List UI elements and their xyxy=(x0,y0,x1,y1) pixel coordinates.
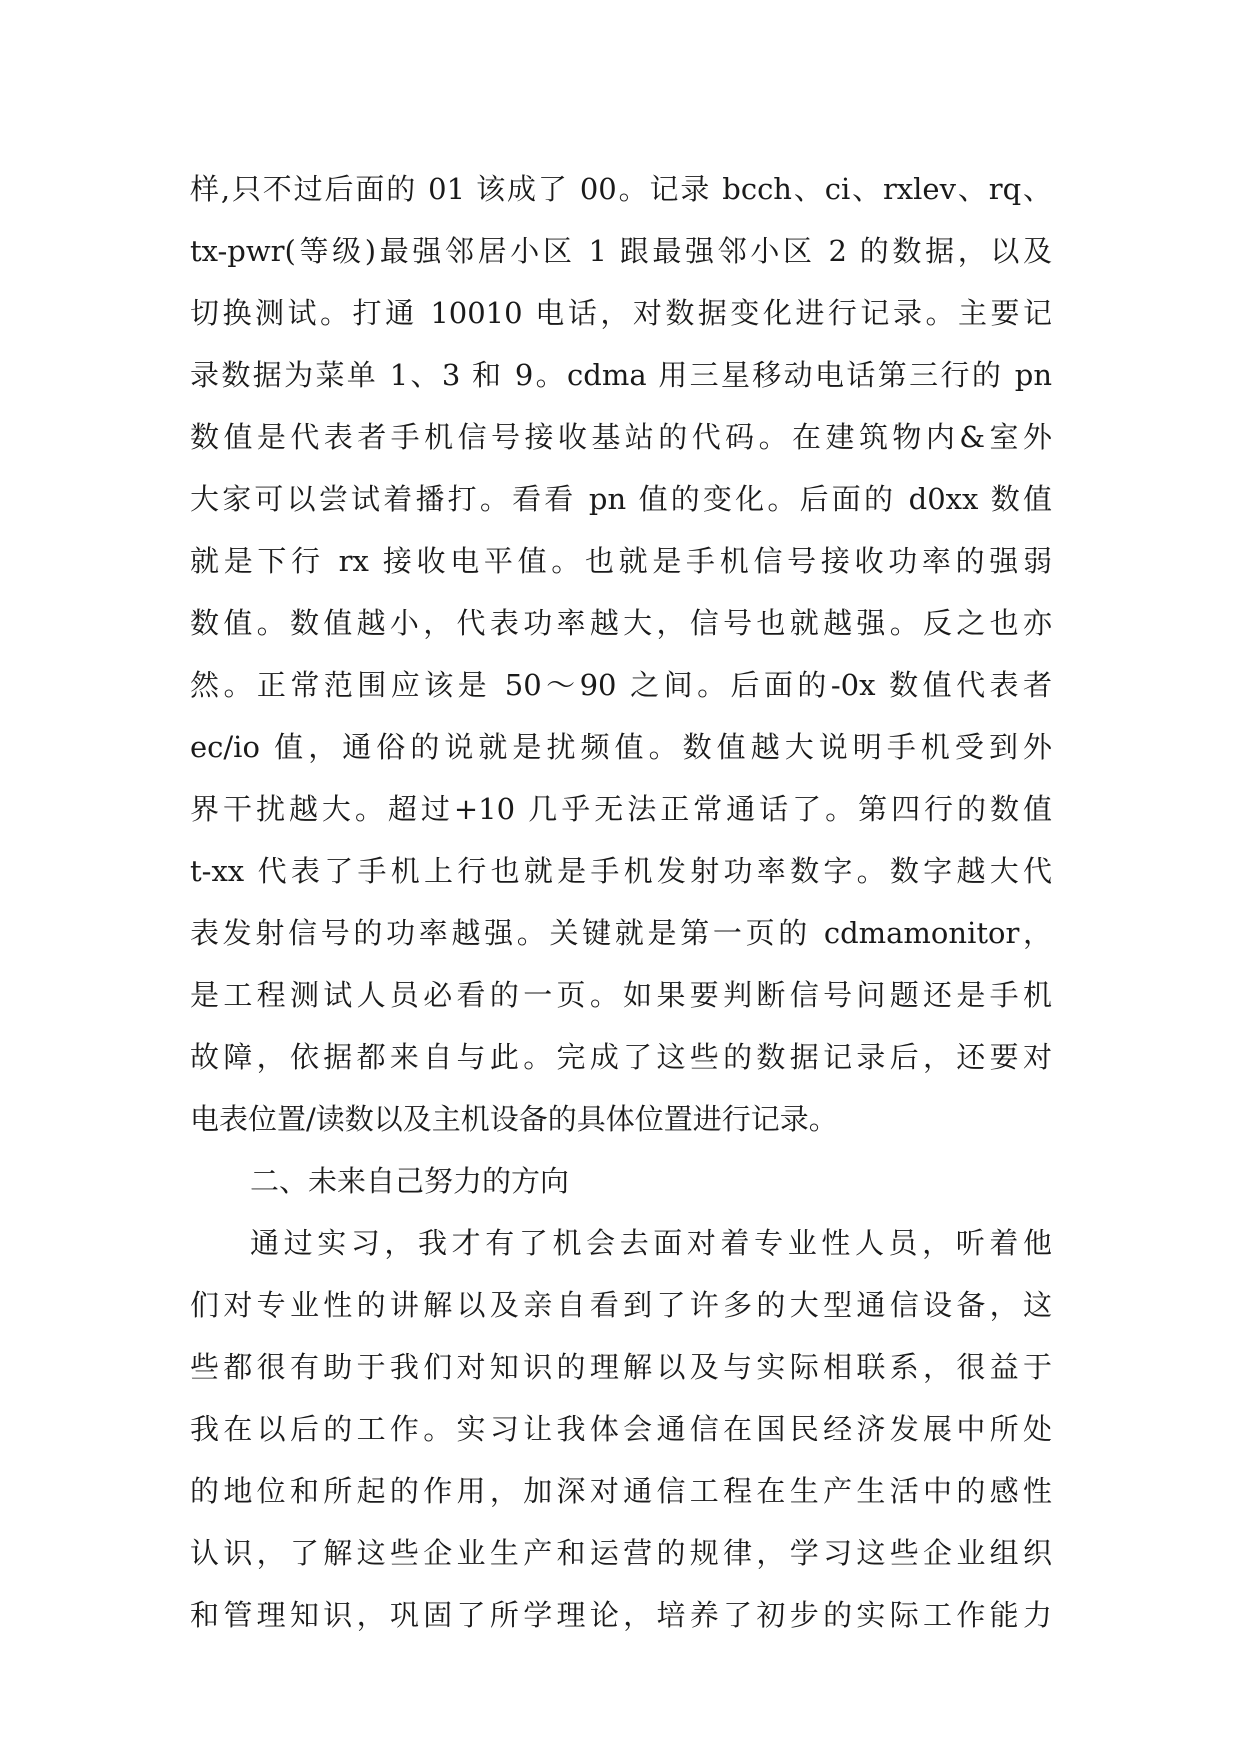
text-line: 数值是代表者手机信号接收基站的代码。在建筑物内&室外 xyxy=(190,420,1052,454)
body-text xyxy=(190,158,1052,1646)
text-line: tx-pwr(等级)最强邻居小区 1 跟最强邻小区 2 的数据，以及 xyxy=(190,234,1052,268)
text-line: 和管理知识，巩固了所学理论，培养了初步的实际工作能力 xyxy=(190,1598,1052,1632)
text-line: 认识，了解这些企业生产和运营的规律，学习这些企业组织 xyxy=(190,1536,1052,1570)
text-line: 些都很有助于我们对知识的理解以及与实际相联系，很益于 xyxy=(190,1350,1052,1384)
text-line: 录数据为菜单 1、3 和 9。cdma 用三星移动电话第三行的 pn xyxy=(190,358,1052,392)
text-line: 大家可以尝试着播打。看看 pn 值的变化。后面的 d0xx 数值 xyxy=(190,482,1052,516)
text-line: ec/io 值，通俗的说就是扰频值。数值越大说明手机受到外 xyxy=(190,730,1052,764)
text-line: 通过实习，我才有了机会去面对着专业性人员，听着他 xyxy=(250,1226,1052,1260)
text-line: t-xx 代表了手机上行也就是手机发射功率数字。数字越大代 xyxy=(190,854,1052,888)
text-line: 表发射信号的功率越强。关键就是第一页的 cdmamonitor， xyxy=(190,916,1052,950)
text-line: 数值。数值越小，代表功率越大，信号也就越强。反之也亦 xyxy=(190,606,1052,640)
text-line: 们对专业性的讲解以及亲自看到了许多的大型通信设备，这 xyxy=(190,1288,1052,1322)
text-line: 界干扰越大。超过+10 几乎无法正常通话了。第四行的数值 xyxy=(190,792,1052,826)
section-heading: 二、未来自己努力的方向 xyxy=(250,1164,570,1198)
text-line: 切换测试。打通 10010 电话，对数据变化进行记录。主要记 xyxy=(190,296,1052,330)
text-line: 故障，依据都来自与此。完成了这些的数据记录后，还要对 xyxy=(190,1040,1052,1074)
text-line: 我在以后的工作。实习让我体会通信在国民经济发展中所处 xyxy=(190,1412,1052,1446)
text-line: 是工程测试人员必看的一页。如果要判断信号问题还是手机 xyxy=(190,978,1052,1012)
text-line: 然。正常范围应该是 50～90 之间。后面的-0x 数值代表者 xyxy=(190,668,1052,702)
text-line: 电表位置/读数以及主机设备的具体位置进行记录。 xyxy=(190,1102,838,1136)
text-line: 的地位和所起的作用，加深对通信工程在生产生活中的感性 xyxy=(190,1474,1052,1508)
text-line: 就是下行 rx 接收电平值。也就是手机信号接收功率的强弱 xyxy=(190,544,1052,578)
text-line: 样,只不过后面的 01 该成了 00。记录 bcch、ci、rxlev、rq、 xyxy=(190,172,1052,206)
